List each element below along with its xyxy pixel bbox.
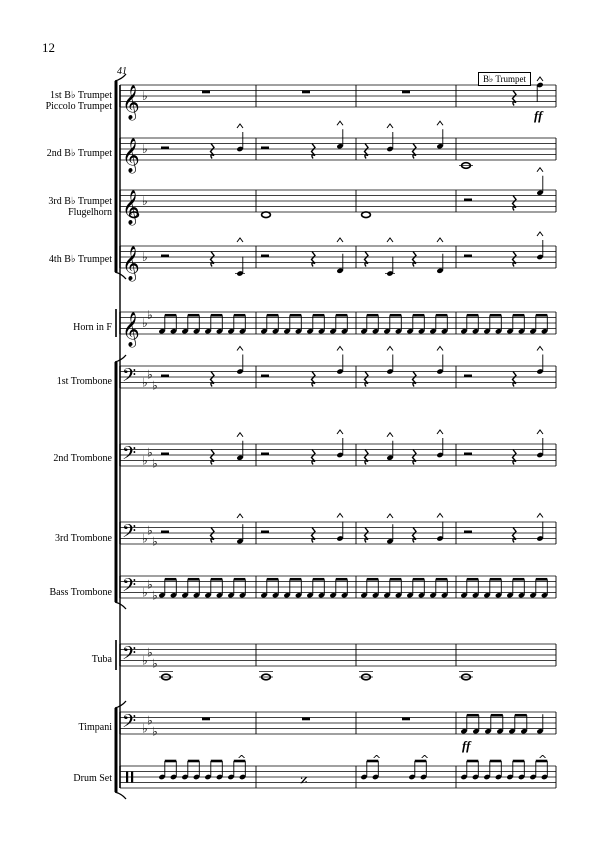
accent-mark [337, 347, 343, 351]
half-rest [261, 147, 269, 150]
instrument-label-line: Timpani [78, 722, 112, 733]
staff [120, 138, 556, 160]
dynamic-ff-trumpet1: ff [534, 108, 543, 123]
half-rest [464, 199, 472, 202]
flat-icon: ♭ [142, 531, 148, 546]
accent-mark [437, 430, 443, 434]
half-rest [161, 255, 169, 258]
quarter-rest [365, 372, 369, 387]
instrument-label-line: Horn in F [73, 322, 112, 333]
half-rest [464, 375, 472, 378]
accent-mark [237, 347, 243, 351]
half-rest [161, 147, 169, 150]
quarter-rest [413, 372, 417, 387]
quarter-rest [312, 450, 316, 465]
flat-icon: ♭ [142, 316, 148, 330]
measure-number: 41 [117, 66, 127, 77]
accent-mark [537, 77, 543, 81]
whole-rest [302, 718, 310, 721]
quarter-rest [513, 252, 517, 267]
accent-mark [387, 347, 393, 351]
half-rest [261, 255, 269, 258]
percussion-clef-icon [131, 772, 133, 783]
instrument-label-line: 3rd B♭ Trumpet [48, 196, 112, 207]
accent-mark [387, 238, 393, 242]
quarter-rest [413, 252, 417, 267]
bass-clef-icon: 𝄢 [122, 365, 137, 391]
dynamic-ff-timpani: ff [462, 738, 471, 753]
quarter-rest [365, 252, 369, 267]
measure-repeat-icon: 𝄎 [300, 771, 308, 790]
half-rest [261, 531, 269, 534]
flat-icon: ♭ [147, 445, 153, 460]
accent-mark [437, 238, 443, 242]
accent-mark [537, 347, 543, 351]
accent-mark [387, 514, 393, 518]
flat-icon: ♭ [142, 375, 148, 390]
quarter-rest [211, 372, 215, 387]
quarter-rest [312, 252, 316, 267]
flat-icon: ♭ [147, 713, 153, 728]
accent-mark: ^ [420, 753, 430, 766]
quarter-rest [513, 450, 517, 465]
instrument-label-line: Tuba [91, 654, 112, 665]
staff [120, 366, 556, 388]
accent-mark [437, 347, 443, 351]
flat-icon: ♭ [142, 721, 148, 736]
quarter-rest [513, 372, 517, 387]
instrument-label-timpani [78, 722, 112, 733]
instrument-label-line: Piccolo Trumpet [45, 101, 112, 112]
instrument-label-trumpet-2 [47, 148, 112, 159]
flat-icon: ♭ [142, 194, 148, 208]
bass-clef-icon: 𝄢 [122, 521, 137, 547]
instrument-label-line: 2nd Trombone [53, 453, 112, 464]
instrument-label-line: 4th B♭ Trumpet [48, 254, 112, 265]
whole-rest [402, 91, 410, 94]
bass-clef-icon: 𝄢 [122, 443, 137, 469]
treble-clef-icon: 𝄞 [122, 312, 140, 347]
instrument-label-trombone-1 [57, 376, 112, 387]
flat-icon: ♭ [152, 456, 158, 471]
half-rest [161, 375, 169, 378]
flat-icon: ♭ [142, 585, 148, 600]
flat-icon: ♭ [142, 453, 148, 468]
quarter-rest [211, 144, 215, 159]
flat-icon: ♭ [142, 89, 148, 103]
instrument-label-trumpet-4 [49, 254, 112, 265]
flat-icon: ♭ [152, 534, 158, 549]
half-rest [464, 255, 472, 258]
instrument-label-line: 1st Trombone [56, 376, 112, 387]
treble-clef-icon: 𝄞 [122, 138, 140, 173]
quarter-rest [211, 252, 215, 267]
half-rest [464, 531, 472, 534]
instrument-label-drum-set [73, 773, 112, 784]
quarter-rest [413, 450, 417, 465]
quarter-rest [365, 450, 369, 465]
flat-icon: ♭ [147, 367, 153, 382]
flat-icon: ♭ [152, 724, 158, 739]
instrument-label-line: Flugelhorn [68, 207, 112, 218]
bass-clef-icon: 𝄢 [122, 575, 137, 601]
instrument-label-line: 2nd B♭ Trumpet [46, 148, 112, 159]
treble-clef-icon: 𝄞 [122, 246, 140, 281]
quarter-rest [365, 144, 369, 159]
instrument-label-trombone-2 [53, 453, 112, 464]
half-rest [161, 531, 169, 534]
quarter-rest [365, 528, 369, 543]
quarter-rest [211, 450, 215, 465]
flat-icon: ♭ [147, 523, 153, 538]
cue-label-bflat-trumpet: B♭ Trumpet [478, 72, 531, 86]
quarter-rest [312, 372, 316, 387]
instrument-label-line: Drum Set [73, 773, 112, 784]
instrument-label-trombone-3 [55, 533, 112, 544]
staff [120, 644, 556, 666]
flat-icon: ♭ [152, 588, 158, 603]
staff [120, 246, 556, 268]
flat-icon: ♭ [147, 307, 153, 322]
accent-mark: ^ [237, 753, 247, 766]
accent-mark: ^ [372, 753, 382, 766]
accent-mark [537, 232, 543, 236]
half-rest [261, 375, 269, 378]
instrument-label-horn [73, 322, 112, 333]
quarter-rest [312, 144, 316, 159]
flat-icon: ♭ [147, 577, 153, 592]
accent-mark [437, 121, 443, 125]
instrument-label-trumpet-3 [48, 196, 112, 218]
bass-clef-icon: 𝄢 [122, 711, 137, 737]
whole-rest [202, 91, 210, 94]
instrument-label-line: 3rd Trombone [55, 533, 112, 544]
accent-mark [237, 238, 243, 242]
instrument-label-bass-trombone [49, 587, 112, 598]
whole-note [262, 212, 271, 218]
quarter-rest [413, 144, 417, 159]
page-number: 12 [42, 40, 55, 55]
accent-mark [337, 514, 343, 518]
accent-mark [237, 124, 243, 128]
accent-mark [337, 238, 343, 242]
accent-mark [537, 430, 543, 434]
instrument-label-tuba [92, 654, 112, 665]
flat-icon: ♭ [142, 142, 148, 156]
accent-mark [387, 124, 393, 128]
accent-mark [437, 514, 443, 518]
quarter-rest [312, 528, 316, 543]
flat-icon: ♭ [152, 378, 158, 393]
flat-icon: ♭ [142, 653, 148, 668]
quarter-rest [513, 196, 517, 211]
quarter-rest [211, 528, 215, 543]
flat-icon: ♭ [142, 250, 148, 264]
accent-mark [237, 433, 243, 437]
half-rest [464, 453, 472, 456]
accent-mark [387, 433, 393, 437]
accent-mark [537, 514, 543, 518]
whole-rest [202, 718, 210, 721]
whole-rest [302, 91, 310, 94]
staff [120, 522, 556, 544]
quarter-rest [413, 528, 417, 543]
accent-mark [337, 121, 343, 125]
percussion-clef-icon [126, 772, 128, 783]
accent-mark: ^ [538, 753, 548, 766]
whole-note [362, 212, 371, 218]
staff [120, 190, 556, 212]
staff [120, 85, 556, 107]
instrument-label-line: 1st B♭ Trumpet [50, 90, 112, 101]
quarter-rest [513, 528, 517, 543]
percussion-bracket-hook [115, 792, 126, 799]
flat-icon: ♭ [147, 645, 153, 660]
instrument-label-line: Bass Trombone [49, 587, 112, 598]
quarter-rest [513, 91, 517, 106]
flat-icon: ♭ [152, 656, 158, 671]
treble-clef-icon: 𝄞 [122, 85, 140, 120]
whole-rest [402, 718, 410, 721]
treble-clef-icon: 𝄞 [122, 190, 140, 225]
accent-mark [337, 430, 343, 434]
accent-mark [237, 514, 243, 518]
accent-mark [537, 168, 543, 172]
half-rest [161, 453, 169, 456]
bass-clef-icon: 𝄢 [122, 643, 137, 669]
instrument-label-trumpet-1 [46, 90, 112, 112]
half-rest [261, 453, 269, 456]
